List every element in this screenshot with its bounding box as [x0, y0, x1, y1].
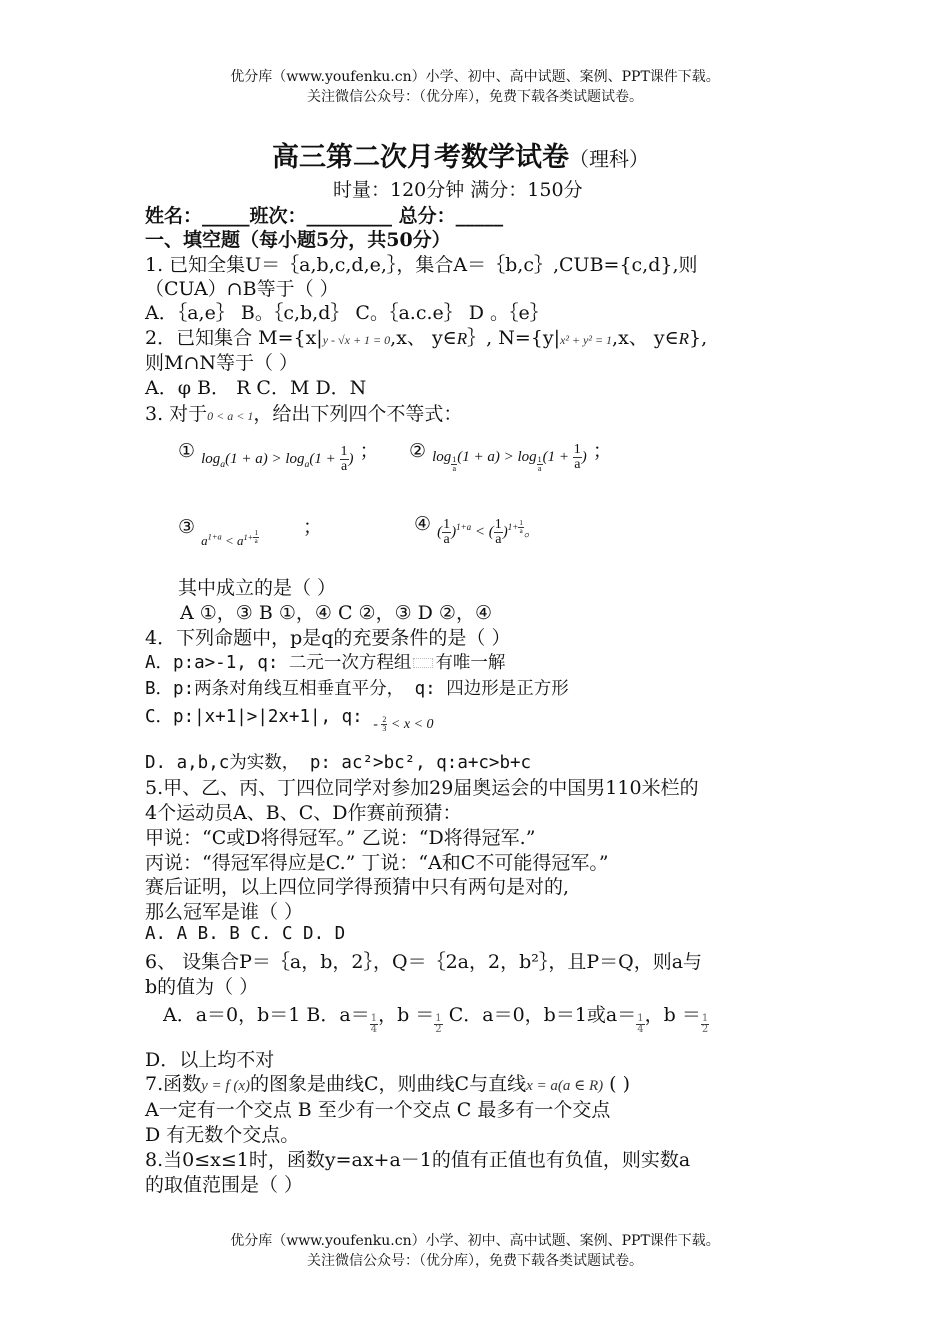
q3-label-1: ①: [178, 440, 196, 462]
q3-condition: 0 < a < 1: [207, 409, 254, 423]
q2-text-e: },: [689, 327, 708, 349]
q6-frac-3: $\frac{1}{4}$: [637, 1012, 644, 1035]
q3-ineq-1: ① $_{log_a(1 + a) > log_a(1 + \frac{1}{a} )}$ ；: [178, 440, 379, 475]
q6-opt-a: A．a＝0，b＝1 B．a＝: [163, 1004, 370, 1026]
q4-option-a-text: A．p:a>-1, q: 二元一次方程组: [145, 653, 412, 673]
q5-line-1: 5.甲、乙、丙、丁四位同学对参加29届奥运会的中国男110米栏的: [145, 777, 699, 799]
page-header-line-2: 关注微信公众号：（优分库），免费下载各类试题试卷。: [307, 89, 643, 105]
q5-line-6: 那么冠军是谁（ ）: [145, 901, 304, 923]
q4-option-c-text: C．p:|x+1|>|2x+1|, q:: [145, 707, 363, 727]
q3-label-4: ④: [414, 512, 432, 535]
exam-title-main: 高三第二次月考数学试卷: [272, 142, 569, 173]
q3-ineq-2-formula: log 1 a (1 + a) > log 1 a (1 + 1 a ): [432, 442, 587, 473]
q2-text-b: ,x、 y∈: [390, 327, 457, 349]
q7-text-c: ( ): [603, 1073, 631, 1095]
q2-text-a: 2．已知集合 M={x|: [145, 327, 323, 349]
page-footer-line-2: 关注微信公众号：（优分库），免费下载各类试题试卷。: [307, 1253, 643, 1269]
q7-options: A一定有一个交点 B 至少有一个交点 C 最多有一个交点: [145, 1099, 611, 1121]
q3-ineq-4-formula: ( 1 a )1+a < ( 1 a )1+ 1 a 。: [437, 517, 539, 547]
exam-title: [272, 135, 649, 174]
q5-line-5: 赛后证明，以上四位同学得预猜中只有两句是对的,: [145, 876, 570, 898]
q7-text-b: 的图象是曲线C，则曲线C与直线: [250, 1073, 527, 1095]
q2-stem-cont: 则M∩N等于（ ）: [145, 352, 299, 374]
q1-stem-cont: （CUA）∩B等于（ ）: [145, 278, 339, 300]
page-footer-line-1: 优分库（www.youfenku.cn）小学、初中、高中试题、案例、PPT课件下载。: [230, 1233, 720, 1249]
q4-option-c-math: - 2 3 < x < 0: [373, 715, 434, 734]
q2-text-d: ,x、 y∈: [612, 327, 679, 349]
q6-line-1: 6、 设集合P＝｛a，b，2｝，Q＝｛2a，2，b²｝，且P＝Q，则a与: [145, 951, 703, 973]
q6-opt-c: C．a＝0，b＝1或a＝: [442, 1004, 637, 1026]
q2-text-c: ｝, N={y|: [467, 327, 560, 349]
q2-set-r-1: R: [456, 329, 468, 348]
q5-options: A. A B. B C. C D. D: [145, 924, 346, 944]
q6-option-d: D．以上均不对: [145, 1049, 275, 1071]
q1-options: A．｛a,e｝ B。｛c,b,d｝ C。｛a.c.e｝ D 。｛e｝: [145, 302, 549, 324]
q5-line-2: 4个运动员A、B、C、D作赛前预猜：: [145, 802, 462, 824]
q7-math-1: y = f (x): [201, 1078, 250, 1094]
q2-options: A．φ B． R C．M D．N: [145, 377, 367, 399]
q3-ineq-4: [414, 512, 539, 547]
q3-tail: 其中成立的是（ ）: [178, 577, 337, 599]
section-heading: 一、填空题（每小题5分，共50分）: [145, 229, 451, 251]
q6-opt-b: ，b ＝: [378, 1004, 435, 1026]
q3-label-3: ③: [178, 516, 196, 538]
q8-line-1: 8.当0≤x≤1时，函数y=ax+a－1的值有正值也有负值，则实数a: [145, 1149, 691, 1171]
q4-stem: 4．下列命题中，p是q的充要条件的是（ ）: [145, 627, 511, 649]
q3-ineq-1-formula: loga(1 + a) > loga(1 + 1 a ): [201, 444, 354, 475]
q6-frac-1: $\frac{1}{4}$: [370, 1012, 378, 1035]
q3-options: A ①，③ B ①，④ C ②，③ D ②，④: [180, 602, 492, 624]
q5-line-3: 甲说：“C或D将得冠军。” 乙说：“D将得冠军.”: [145, 827, 536, 849]
exam-title-subject: （理科）: [569, 147, 649, 171]
q4-option-a: [145, 649, 505, 674]
q6-options: [163, 1000, 709, 1035]
q4-option-a-tail: 有唯一解: [435, 653, 506, 673]
q5-line-4: 丙说：“得冠军得应是C.” 丁说：“A和C不可能得冠军。”: [145, 852, 609, 874]
q1-stem: 1. 已知全集U＝｛a,b,c,d,e,｝，集合A＝｛b,c｝,CUB={c,d},则: [145, 254, 698, 276]
time-and-score: 时量：120分钟 满分：150分: [333, 179, 583, 201]
q4-option-b: B．p:两条对角线互相垂直平分， q: 四边形是正方形: [145, 679, 569, 699]
q2-set-r-2: R: [678, 329, 690, 348]
q3-text-a: 3. 对于: [145, 403, 208, 425]
q3-label-2: ②: [409, 440, 427, 462]
q3-ineq-3-formula: a1+a < a1+ 1 a: [201, 529, 258, 548]
q3-text-b: ，给出下列四个不等式：: [253, 403, 463, 425]
name-class-score-line: 姓名：_____班次：_________ 总分：_____: [145, 205, 504, 227]
equation-system-placeholder: [413, 658, 433, 668]
q7-options-cont: D 有无数个交点。: [145, 1124, 300, 1146]
q7-stem: [145, 1069, 630, 1096]
q3-stem: [145, 399, 462, 426]
q8-line-2: 的取值范围是（ ）: [145, 1174, 304, 1196]
page-header-line-1: 优分库（www.youfenku.cn）小学、初中、高中试题、案例、PPT课件下载。: [230, 69, 720, 85]
q7-text-a: 7.函数: [145, 1073, 202, 1095]
q7-math-2: x = a(a ∈ R): [526, 1078, 604, 1094]
q4-option-d: D. a,b,c为实数， p: ac²>bc², q:a+c>b+c: [145, 753, 532, 773]
q6-opt-d: ，b ＝: [644, 1004, 701, 1026]
q3-ineq-3: ③ $_{a^{1+a} < a^{1+ \frac{1}{a}}}$ ；: [178, 516, 322, 548]
q2-math-m: y - √x + 1 = 0: [322, 333, 391, 347]
q6-line-2: b的值为（ ）: [145, 976, 259, 998]
q4-option-c: [145, 703, 434, 734]
q6-frac-2: $\frac{1}{2}$: [435, 1012, 442, 1035]
q2-stem: [145, 323, 707, 350]
q3-ineq-2: ② $_{log \frac{1}{a} (1 + a) > log \frac{1}{a} (1 + \frac{1}{a} )}$ ；: [409, 440, 612, 473]
q6-frac-4: $\frac{1}{2}$: [701, 1012, 709, 1035]
q2-math-n: x² + y² = 1: [560, 333, 613, 347]
